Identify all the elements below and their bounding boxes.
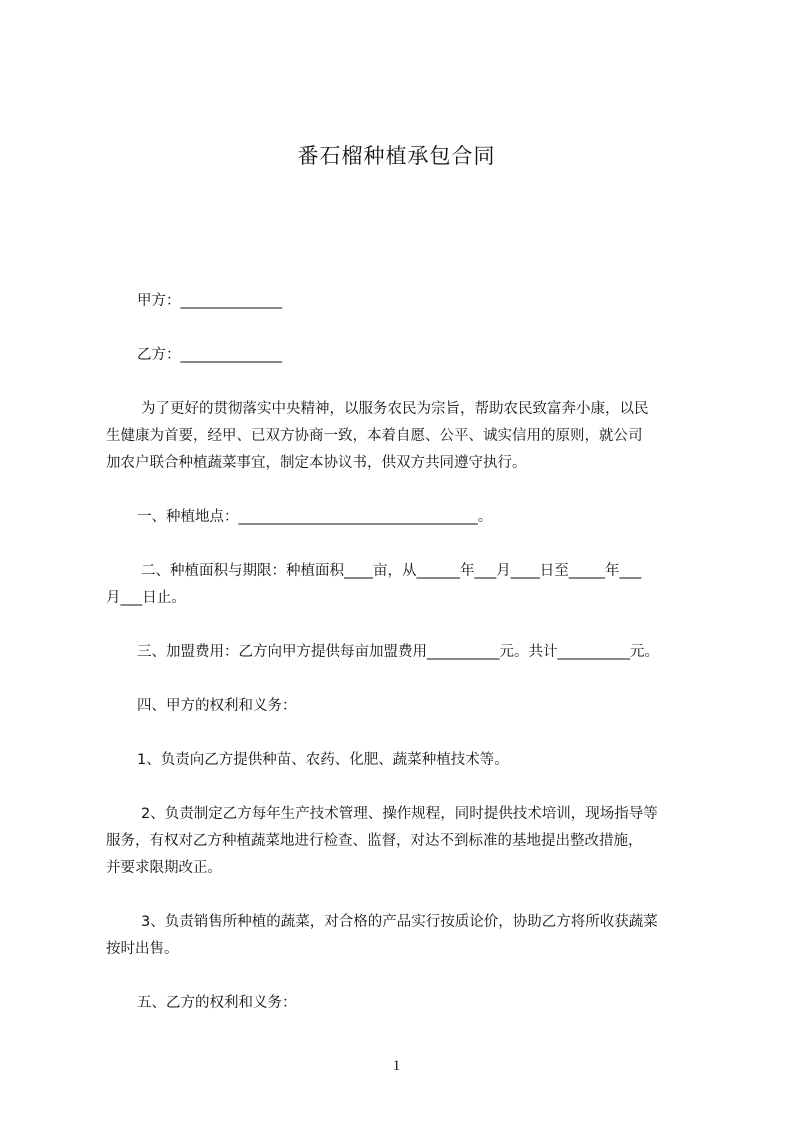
section-3-fees: 三、加盟费用：乙方向甲方提供每亩加盟费用__________元。共计__________元。 (137, 644, 659, 660)
party-a-line: 甲方：______________ (137, 293, 282, 309)
section-4-item-1: 1、负责向乙方提供种苗、农药、化肥、蔬菜种植技术等。 (137, 752, 509, 768)
section-4-heading: 四、甲方的权利和义务： (137, 698, 297, 714)
intro-line-2: 生健康为首要，经甲、已双方协商一致，本着自愿、公平、诚实信用的原则，就公司 (106, 428, 643, 444)
party-b-line: 乙方：______________ (137, 347, 282, 363)
section-4-item-2-line-1: 2、负责制定乙方每年生产技术管理、操作规程，同时提供技术培训，现场指导等 (141, 806, 658, 822)
intro-line-3: 加农户联合种植蔬菜事宜，制定本协议书，供双方共同遵守执行。 (106, 455, 527, 471)
section-2-line-1: 二、种植面积与期限：种植面积____亩，从______年___月____日至_____年___ (141, 563, 642, 579)
section-1-planting-location: 一、种植地点：_________________________________。 (137, 509, 493, 525)
section-4-item-3-line-2: 按时出售。 (106, 941, 179, 957)
intro-line-1: 为了更好的贯彻落实中央精神，以服务农民为宗旨，帮助农民致富奔小康，以民 (141, 401, 649, 417)
section-2-line-2: 月___日止。 (106, 590, 186, 606)
page-number: 1 (392, 1058, 401, 1074)
section-5-heading: 五、乙方的权利和义务： (137, 995, 297, 1011)
section-4-item-3-line-1: 3、负责销售所种植的蔬菜，对合格的产品实行按质论价，协助乙方将所收获蔬菜 (141, 914, 658, 930)
section-4-item-2-line-2: 服务，有权对乙方种植蔬菜地进行检查、监督，对达不到标准的基地提出整改措施， (106, 833, 643, 849)
document-title: 番石榴种植承包合同 (297, 144, 496, 168)
section-4-item-2-line-3: 并要求限期改正。 (106, 860, 222, 876)
